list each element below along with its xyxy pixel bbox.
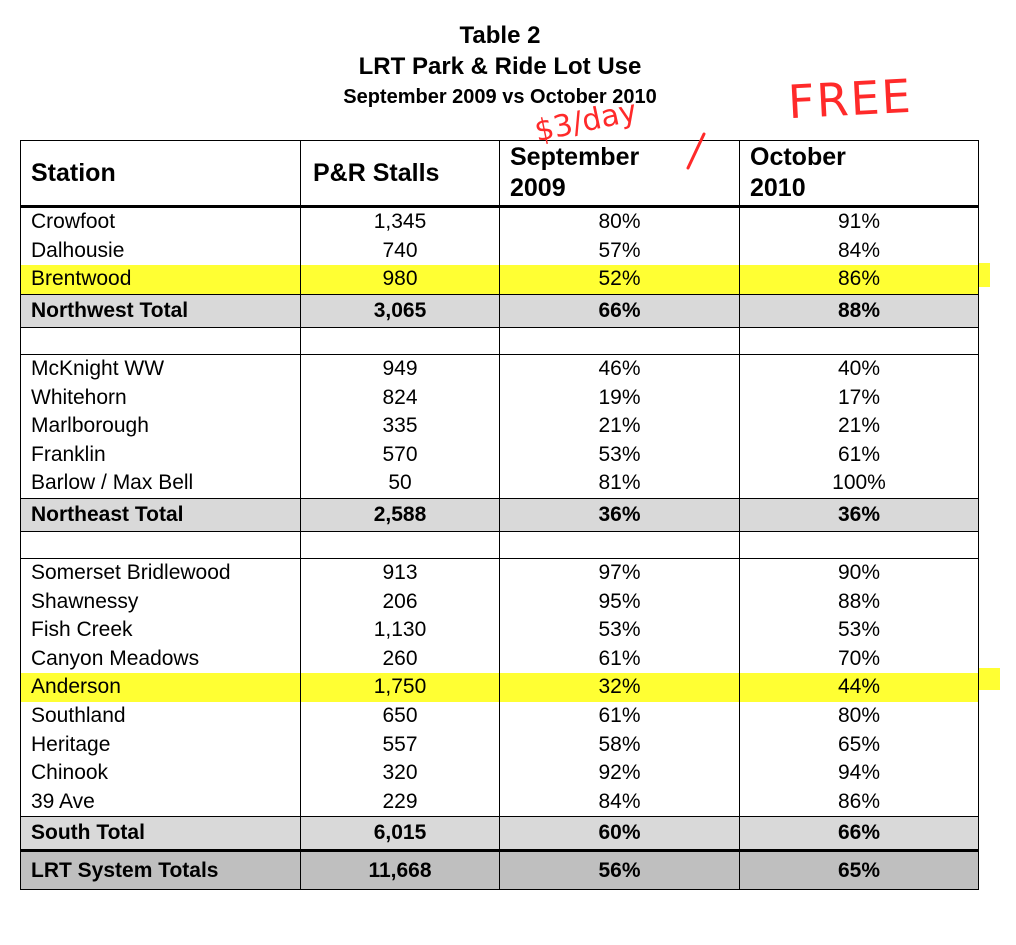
sep-value: 97%: [500, 558, 740, 587]
stalls-value: 335: [301, 412, 500, 441]
spacer-cell: [301, 531, 500, 558]
grand-total-label: LRT System Totals: [21, 851, 301, 890]
stalls-value: 650: [301, 702, 500, 731]
station-name: Marlborough: [21, 412, 301, 441]
oct-value: 44%: [740, 673, 979, 702]
table-subtitle: LRT Park & Ride Lot Use: [358, 53, 642, 80]
system-total-row: [21, 851, 979, 890]
station-name: Fish Creek: [21, 616, 301, 645]
station-name: 39 Ave: [21, 788, 301, 817]
table-row: [21, 441, 979, 470]
spacer-cell: [21, 531, 301, 558]
total-oct: 66%: [740, 817, 979, 851]
table-row: [21, 788, 979, 817]
sep-value: 95%: [500, 587, 740, 616]
park-and-ride-table: [20, 140, 979, 890]
header-stalls: P&R Stalls: [301, 141, 500, 207]
table-row: [21, 616, 979, 645]
stalls-value: 824: [301, 383, 500, 412]
total-oct: 36%: [740, 498, 979, 531]
header-october-year: 2010: [750, 174, 806, 202]
total-sep: 36%: [500, 498, 740, 531]
station-name: Chinook: [21, 759, 301, 788]
brentwood-highlight-extension: [978, 263, 990, 287]
table-row: [21, 558, 979, 587]
grand-total-sep: 56%: [500, 851, 740, 890]
stalls-value: 320: [301, 759, 500, 788]
spacer-row: [21, 327, 979, 354]
stalls-value: 570: [301, 441, 500, 470]
stalls-value: 229: [301, 788, 500, 817]
stalls-value: 206: [301, 587, 500, 616]
stalls-value: 557: [301, 730, 500, 759]
oct-value: 53%: [740, 616, 979, 645]
oct-value: 94%: [740, 759, 979, 788]
header-october-month: October: [750, 143, 846, 171]
oct-value: 80%: [740, 702, 979, 731]
free-annotation: FREE: [786, 68, 914, 130]
total-sep: 60%: [500, 817, 740, 851]
header-september-month: September: [510, 143, 640, 171]
spacer-cell: [740, 531, 979, 558]
station-name: Brentwood: [21, 265, 301, 294]
stalls-value: 980: [301, 265, 500, 294]
sep-value: 84%: [500, 788, 740, 817]
oct-value: 86%: [740, 265, 979, 294]
oct-value: 88%: [740, 587, 979, 616]
header-row: [21, 141, 979, 207]
table-row: [21, 759, 979, 788]
sep-value: 81%: [500, 469, 740, 498]
price-annotation: $3/day: [531, 93, 640, 150]
spacer-cell: [500, 327, 740, 354]
subtotal-row-south: [21, 817, 979, 851]
header-september-year: 2009: [510, 174, 566, 202]
station-name: Franklin: [21, 441, 301, 470]
total-label: Northwest Total: [21, 294, 301, 327]
stalls-value: 260: [301, 645, 500, 674]
spacer-cell: [301, 327, 500, 354]
stalls-value: 913: [301, 558, 500, 587]
sep-value: 53%: [500, 441, 740, 470]
table-row: [21, 469, 979, 498]
oct-value: 100%: [740, 469, 979, 498]
grand-total-oct: 65%: [740, 851, 979, 890]
station-name: Anderson: [21, 673, 301, 702]
grand-total-stalls: 11,668: [301, 851, 500, 890]
oct-value: 40%: [740, 354, 979, 383]
table-row: [21, 383, 979, 412]
table-row: [21, 702, 979, 731]
spacer-cell: [21, 327, 301, 354]
total-stalls: 2,588: [301, 498, 500, 531]
station-name: Dalhousie: [21, 237, 301, 266]
sep-value: 32%: [500, 673, 740, 702]
sep-value: 21%: [500, 412, 740, 441]
anderson-highlight-extension: [978, 668, 1000, 690]
station-name: Barlow / Max Bell: [21, 469, 301, 498]
sep-value: 61%: [500, 702, 740, 731]
station-name: Shawnessy: [21, 587, 301, 616]
table-row-highlighted: [21, 265, 979, 294]
sep-value: 80%: [500, 207, 740, 237]
stalls-value: 1,345: [301, 207, 500, 237]
station-name: McKnight WW: [21, 354, 301, 383]
oct-value: 65%: [740, 730, 979, 759]
total-label: Northeast Total: [21, 498, 301, 531]
total-stalls: 3,065: [301, 294, 500, 327]
oct-value: 84%: [740, 237, 979, 266]
oct-value: 90%: [740, 558, 979, 587]
table-row: [21, 237, 979, 266]
stalls-value: 1,130: [301, 616, 500, 645]
table-row: [21, 207, 979, 237]
sep-value: 58%: [500, 730, 740, 759]
sep-value: 57%: [500, 237, 740, 266]
header-october: [740, 141, 979, 207]
header-station: Station: [21, 141, 301, 207]
spacer-cell: [500, 531, 740, 558]
table-row: [21, 354, 979, 383]
table-row: [21, 412, 979, 441]
sep-value: 46%: [500, 354, 740, 383]
oct-value: 61%: [740, 441, 979, 470]
sep-value: 53%: [500, 616, 740, 645]
table-title: Table 2: [459, 22, 541, 49]
table-row: [21, 730, 979, 759]
stalls-value: 740: [301, 237, 500, 266]
table-row: [21, 587, 979, 616]
sep-value: 52%: [500, 265, 740, 294]
oct-value: 70%: [740, 645, 979, 674]
table-date-range: September 2009 vs October 2010: [343, 86, 657, 108]
oct-value: 21%: [740, 412, 979, 441]
stalls-value: 1,750: [301, 673, 500, 702]
oct-value: 86%: [740, 788, 979, 817]
sep-value: 92%: [500, 759, 740, 788]
stalls-value: 949: [301, 354, 500, 383]
station-name: Heritage: [21, 730, 301, 759]
subtotal-row-northwest: [21, 294, 979, 327]
oct-value: 91%: [740, 207, 979, 237]
spacer-cell: [740, 327, 979, 354]
table-row: [21, 645, 979, 674]
subtotal-row-northeast: [21, 498, 979, 531]
station-name: Southland: [21, 702, 301, 731]
stalls-value: 50: [301, 469, 500, 498]
station-name: Crowfoot: [21, 207, 301, 237]
station-name: Canyon Meadows: [21, 645, 301, 674]
oct-value: 17%: [740, 383, 979, 412]
table-row-highlighted: [21, 673, 979, 702]
total-stalls: 6,015: [301, 817, 500, 851]
sep-value: 61%: [500, 645, 740, 674]
total-label: South Total: [21, 817, 301, 851]
spacer-row: [21, 531, 979, 558]
station-name: Somerset Bridlewood: [21, 558, 301, 587]
sep-value: 19%: [500, 383, 740, 412]
header-september: [500, 141, 740, 207]
total-oct: 88%: [740, 294, 979, 327]
total-sep: 66%: [500, 294, 740, 327]
station-name: Whitehorn: [21, 383, 301, 412]
